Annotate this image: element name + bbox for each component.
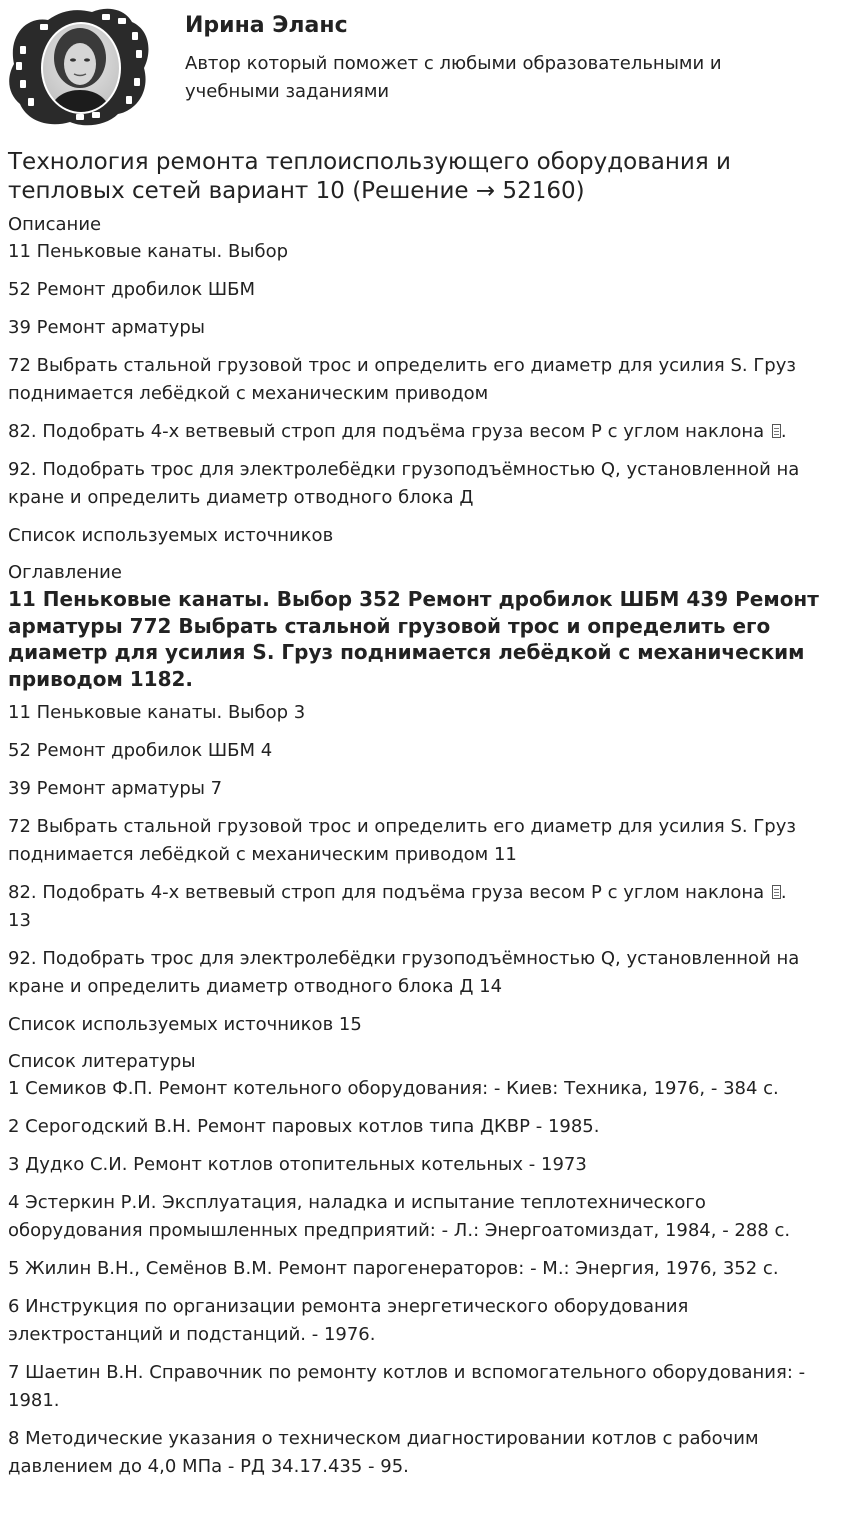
literature-item: 3 Дудко С.И. Ремонт котлов отопительных котельных - 1973 xyxy=(8,1154,587,1175)
main-content xyxy=(8,148,840,1491)
avatar xyxy=(6,6,152,128)
toc-label: Оглавление xyxy=(8,562,122,583)
description-item: 92. Подобрать трос для электролебёдки грузоподъёмностью Q, установленной на кране и определить диаметр отводного блока Д xyxy=(8,459,800,508)
literature-item: 5 Жилин В.Н., Семёнов В.М. Ремонт парогенераторов: - М.: Энергия, 1976, 352 с. xyxy=(8,1258,779,1279)
toc-item-text: 82. Подобрать 4-х ветвевый строп для подъёма груза весом Р с углом наклона xyxy=(8,882,765,903)
avatar-film-frame-icon xyxy=(6,6,152,128)
toc-item: 72 Выбрать стальной грузовой трос и определить его диаметр для усилия S. Груз поднимается лебёдкой с механическим приводом 11 xyxy=(8,816,796,865)
toc-item: 92. Подобрать трос для электролебёдки грузоподъёмностью Q, установленной на кране и определить диаметр отводного блока Д 14 xyxy=(8,948,800,997)
toc-item: 39 Ремонт арматуры 7 xyxy=(8,778,223,799)
description-item: Список используемых источников xyxy=(8,525,334,546)
literature-item: 1 Семиков Ф.П. Ремонт котельного оборудования: - Киев: Техника, 1976, - 384 с. xyxy=(8,1078,779,1099)
literature-item: 8 Методические указания о техническом диагностировании котлов с рабочим давлением до 4,0 МПа - РД 34.17.435 - 95. xyxy=(8,1428,759,1477)
author-description: Автор который поможет с любыми образовательными и учебными заданиями xyxy=(185,53,722,102)
missing-glyph-icon xyxy=(772,885,781,899)
toc-item: 82. Подобрать 4-х ветвевый строп для подъёма груза весом Р с углом наклона . 13 xyxy=(8,882,787,931)
literature-item: 4 Эстеркин Р.И. Эксплуатация, наладка и испытание теплотехнического оборудования промышленных предприятий: - Л.: Энергоатомиздат, 1984, - 288 с. xyxy=(8,1192,791,1241)
literature-label: Список литературы xyxy=(8,1051,196,1072)
description-item-text: 82. Подобрать 4-х ветвевый строп для подъёма груза весом Р с углом наклона xyxy=(8,421,765,442)
toc-bold-summary: 11 Пеньковые канаты. Выбор 352 Ремонт дробилок ШБМ 439 Ремонт арматуры 772 Выбрать стальной грузовой трос и определить его диаметр для усилия S. Груз поднимается лебёдкой с механическим приводом 1182. xyxy=(8,587,819,691)
author-name[interactable]: Ирина Эланс xyxy=(185,13,348,38)
literature-item: 6 Инструкция по организации ремонта энергетического оборудования электростанций и подстанций. - 1976. xyxy=(8,1296,689,1345)
toc-item: Список используемых источников 15 xyxy=(8,1014,362,1035)
description-label: Описание xyxy=(8,214,102,235)
author-header xyxy=(0,0,847,140)
description-item: 82. Подобрать 4-х ветвевый строп для подъёма груза весом Р с углом наклона . xyxy=(8,421,787,442)
toc-item: 11 Пеньковые канаты. Выбор 3 xyxy=(8,702,306,723)
description-item: 72 Выбрать стальной грузовой трос и определить его диаметр для усилия S. Груз поднимается лебёдкой с механическим приводом xyxy=(8,355,796,404)
description-item: 52 Ремонт дробилок ШБМ xyxy=(8,279,256,300)
literature-item: 7 Шаетин В.Н. Справочник по ремонту котлов и вспомогательного оборудования: - 1981. xyxy=(8,1362,806,1411)
toc-item-page: 13 xyxy=(8,910,31,931)
description-item: 11 Пеньковые канаты. Выбор xyxy=(8,241,289,262)
missing-glyph-icon xyxy=(772,424,781,438)
toc-item: 52 Ремонт дробилок ШБМ 4 xyxy=(8,740,273,761)
page-title: Технология ремонта теплоиспользующего оборудования и тепловых сетей вариант 10 (Решение → 52160) xyxy=(8,149,731,204)
description-item: 39 Ремонт арматуры xyxy=(8,317,205,338)
literature-item: 2 Серогодский В.Н. Ремонт паровых котлов типа ДКВР - 1985. xyxy=(8,1116,600,1137)
